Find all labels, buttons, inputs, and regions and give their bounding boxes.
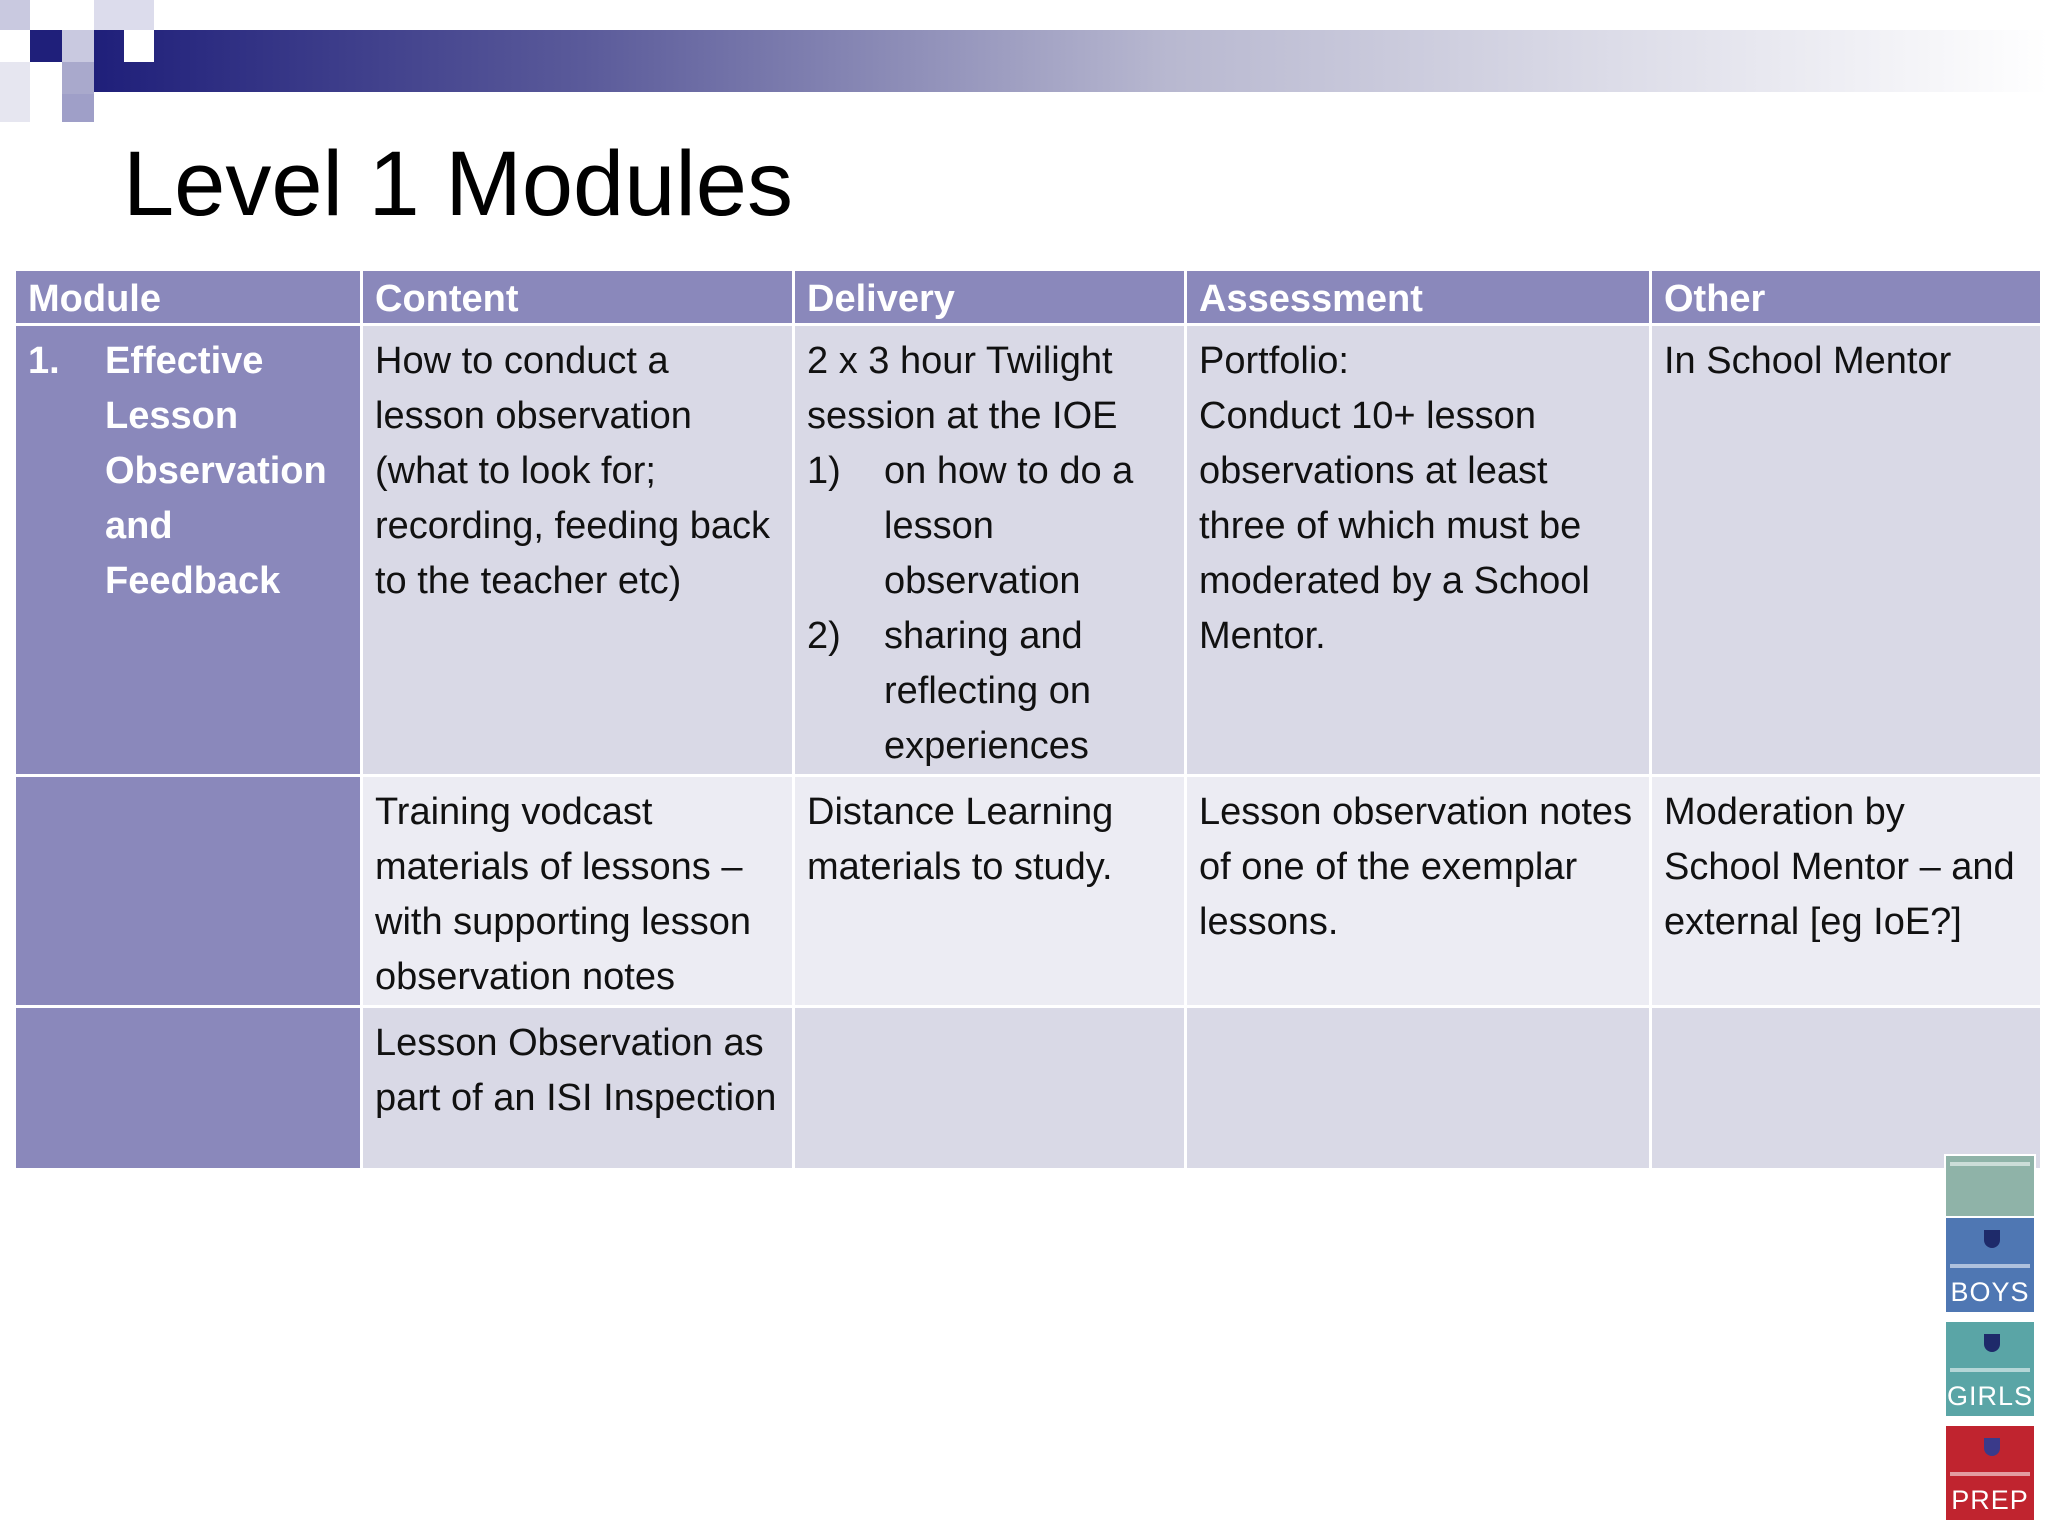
deco-square xyxy=(94,0,154,30)
logo-label: PREP xyxy=(1951,1485,2029,1515)
table-header-row xyxy=(15,270,2042,325)
list-number: 2) xyxy=(807,615,841,657)
other-cell: Moderation by School Mentor – and external [eg IoE?] xyxy=(1651,776,2042,1007)
gradient-bar xyxy=(94,30,2048,92)
delivery-cell xyxy=(794,325,1186,776)
header-content: Content xyxy=(362,270,794,325)
crest-icon xyxy=(1984,1230,2000,1248)
header-assessment: Assessment xyxy=(1186,270,1651,325)
crest-icon xyxy=(1984,1438,2000,1456)
list-item xyxy=(807,444,1172,609)
deco-square xyxy=(62,94,94,122)
crest-icon xyxy=(1984,1334,2000,1352)
deco-square xyxy=(0,62,30,122)
modules-table xyxy=(13,268,2043,1171)
assessment-cell xyxy=(1186,325,1651,776)
logo-label: BOYS xyxy=(1950,1277,2030,1307)
delivery-cell: Distance Learning materials to study. xyxy=(794,776,1186,1007)
module-cell xyxy=(15,325,362,776)
module-number: 1. xyxy=(28,340,60,382)
module-cell xyxy=(15,776,362,1007)
content-cell: How to conduct a lesson observation (what to look for; recording, feeding back to the teacher etc) xyxy=(362,325,794,776)
header-module: Module xyxy=(15,270,362,325)
deco-square xyxy=(30,30,62,62)
assessment-cell xyxy=(1186,1007,1651,1170)
content-cell: Training vodcast materials of lessons – with supporting lesson observation notes xyxy=(362,776,794,1007)
delivery-list xyxy=(807,444,1172,774)
delivery-intro: 2 x 3 hour Twilight session at the IOE xyxy=(807,340,1118,437)
table-row xyxy=(15,325,2042,776)
other-cell xyxy=(1651,1007,2042,1170)
content-cell: Lesson Observation as part of an ISI Inspection xyxy=(362,1007,794,1170)
list-text: on how to do a lesson observation xyxy=(884,450,1134,602)
list-item xyxy=(807,609,1172,774)
header-delivery: Delivery xyxy=(794,270,1186,325)
girls-logo xyxy=(1944,1320,2036,1418)
deco-square xyxy=(124,30,154,62)
delivery-cell xyxy=(794,1007,1186,1170)
module-name: Effective Lesson Observation and Feedback xyxy=(105,340,327,602)
logo-label: GIRLS xyxy=(1946,1381,2034,1411)
table-row xyxy=(15,776,2042,1007)
module-cell xyxy=(15,1007,362,1170)
prep-logo xyxy=(1944,1424,2036,1522)
header-other: Other xyxy=(1651,270,2042,325)
deco-square xyxy=(0,0,30,30)
deco-square xyxy=(62,30,94,62)
top-decoration xyxy=(0,0,2048,130)
other-cell: In School Mentor xyxy=(1651,325,2042,776)
assessment-heading: Portfolio: xyxy=(1199,340,1349,382)
table-row xyxy=(15,1007,2042,1170)
deco-square xyxy=(62,62,94,94)
assessment-cell: Lesson observation notes of one of the exemplar lessons. xyxy=(1186,776,1651,1007)
list-number: 1) xyxy=(807,450,841,492)
slide-title: Level 1 Modules xyxy=(123,133,793,235)
assessment-text: Conduct 10+ lesson observations at least three of which must be moderated by a School Mentor. xyxy=(1199,395,1590,657)
boys-logo xyxy=(1944,1216,2036,1314)
list-text: sharing and reflecting on experiences xyxy=(884,615,1092,767)
